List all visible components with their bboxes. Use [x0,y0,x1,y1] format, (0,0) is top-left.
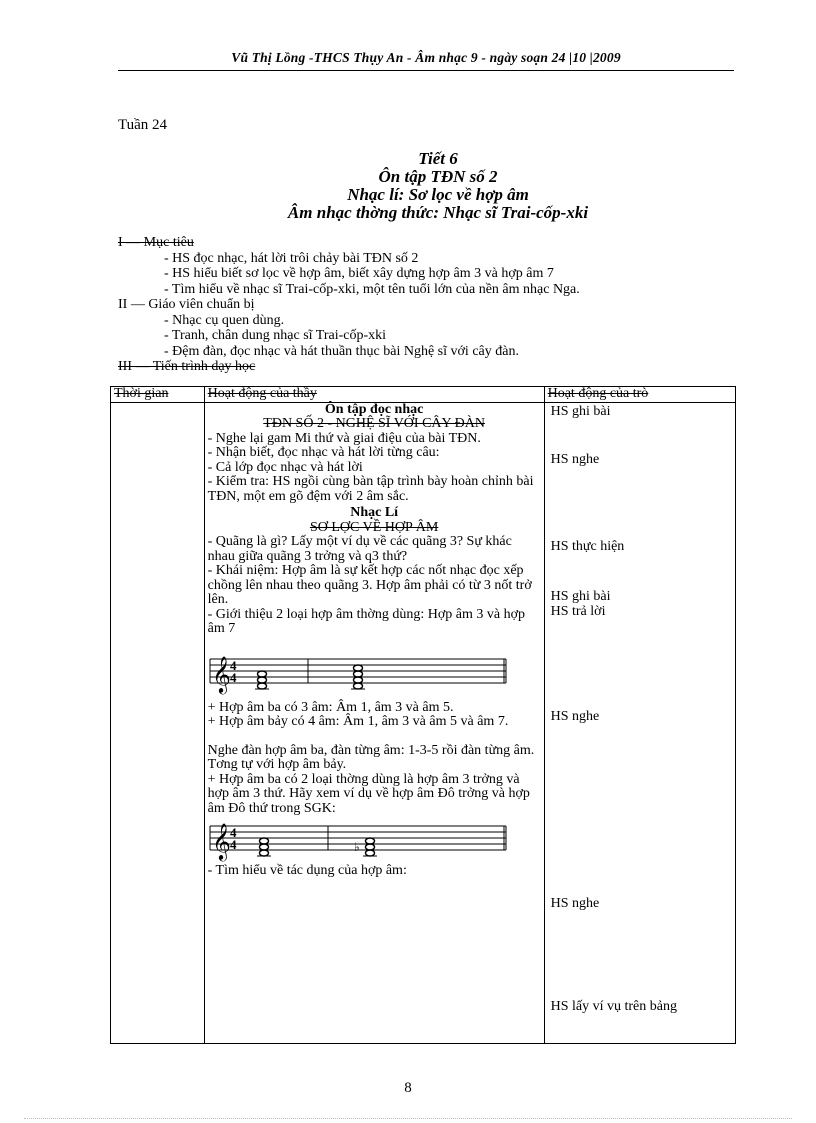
student-note: HS nghe [550,895,600,911]
lesson-title-3: Nhạc lí: Sơ lọc về hợp âm [347,185,529,204]
table-header-row [111,387,736,403]
student-note: HS nghe [550,708,600,724]
teacher-line: + Hợp âm ba có 3 âm: Âm 1, âm 3 và âm 5. [207,699,454,715]
svg-text:𝄞: 𝄞 [211,822,231,860]
svg-text:4: 4 [229,837,237,852]
svg-text:𝄞: 𝄞 [211,654,231,693]
teacher-subheading-chord: SƠ LỢC VỀ HỢP ÂM [309,519,439,535]
teacher-line: Nghe đàn hợp âm ba, đàn từng âm: 1-3-5 rồi đàn từng âm. Tơng tự với hợp âm bảy. [207,742,535,772]
lesson-table [110,386,736,1044]
teacher-heading-reading: Ôn tập đọc nhạc [324,401,424,417]
student-note: HS thực hiện [550,538,625,554]
preparation-item: - Đệm đàn, đọc nhạc và hát thuần thục bài Nghệ sĩ với cây đàn. [164,343,519,359]
teacher-line: + Hợp âm bảy có 4 âm: Âm 1, âm 3 và âm 5 và âm 7. [207,714,509,729]
footer-rule [24,1118,792,1119]
student-note: HS ghi bài [550,588,611,604]
svg-text:♭: ♭ [353,840,360,854]
teacher-line: - Quãng là gì? Lấy một ví dụ về các quãng 3? Sự khác nhau giữa quãng 3 trởng và q3 thứ? [207,534,512,564]
section-objectives-heading: I — Mục tiêu [118,235,194,250]
lesson-titles [118,150,758,222]
teacher-line: - Nghe lại gam Mi thứ và giai điệu của bài TĐN. [207,430,481,446]
teacher-line: + Hợp âm ba có 2 loại thờng dùng là hợp âm 3 trởng và hợp âm 3 thứ. Hãy xem ví dụ về hợp âm Đô trởng và hợp âm Đô thứ trong SGK: [207,771,530,816]
teacher-line: - Tìm hiểu về tác dụng của hợp âm: [207,863,407,878]
teacher-subheading-tdn: TĐN SỐ 2 - NGHỆ SĨ VỚI CÂY ĐÀN [263,416,485,431]
lesson-title-4: Âm nhạc thờng thức: Nhạc sĩ Trai-cốp-xki [287,203,589,222]
student-note: HS lấy ví vụ trên bảng [550,998,677,1014]
time-cell [111,402,205,1043]
student-cell [544,402,735,1043]
preparation-item: - Tranh, chân dung nhạc sĩ Trai-cốp-xki [164,328,387,343]
week-label: Tuần 24 [118,117,168,133]
objective-item: - Tìm hiểu về nhạc sĩ Trai-cốp-xki, một tên tuổi lớn của nền âm nhạc Nga. [164,281,580,297]
lesson-sections [118,235,758,375]
teacher-heading-theory: Nhạc Lí [350,505,399,520]
preparation-item: - Nhạc cụ quen dùng. [164,312,285,328]
teacher-line: - Nhận biết, đọc nhạc và hát lời từng câu: [207,445,440,460]
teacher-line: - Giới thiệu 2 loại hợp âm thờng dùng: Hợp âm 3 và hợp âm 7 [207,606,526,636]
table-row [111,402,736,1043]
header-teacher: Hoạt động của thầy [204,387,544,403]
objective-item: - HS đọc nhạc, hát lời trôi chảy bài TĐN số 2 [164,250,419,266]
teacher-line: - Cả lớp đọc nhạc và hát lời [207,459,363,475]
lesson-title-2: Ôn tập TĐN số 2 [378,167,498,186]
student-note: HS trả lời [550,603,606,619]
svg-text:4: 4 [229,825,237,840]
teacher-cell [204,402,544,1043]
svg-text:4: 4 [229,669,237,685]
student-note: HS nghe [550,451,600,467]
staff-triad-seventh-image [208,647,508,695]
header-student: Hoạt động của trò [544,387,735,403]
objective-item: - HS hiểu biết sơ lọc về hợp âm, biết xây dựng hợp âm 3 và hợp âm 7 [164,266,554,281]
section-process-heading: III — Tiến trình dạy học [118,359,256,374]
page-header: Vũ Thị Lồng -THCS Thụy An - Âm nhạc 9 - ngày soạn 24 |10 |2009 [231,50,621,65]
page-number: 8 [404,1080,412,1096]
lesson-title-1: Tiết 6 [418,149,458,168]
header-rule [118,70,734,71]
header-time: Thời gian [111,387,205,403]
section-preparation-heading: II — Giáo viên chuẩn bị [118,297,255,312]
teacher-line: - Khái niệm: Hợp âm là sự kết hợp các nốt nhạc đọc xếp chồng lên nhau theo quãng 3. Hợp âm phải có từ 3 nốt trở lên. [207,563,532,607]
teacher-line: - Kiểm tra: HS ngồi cùng bàn tập trình bày hoàn chỉnh bài TĐN, một em gõ đệm với 2 âm sắc. [207,474,534,504]
student-note: HS ghi bài [550,403,611,419]
staff-major-minor-image [208,818,508,862]
svg-text:4: 4 [229,657,237,673]
